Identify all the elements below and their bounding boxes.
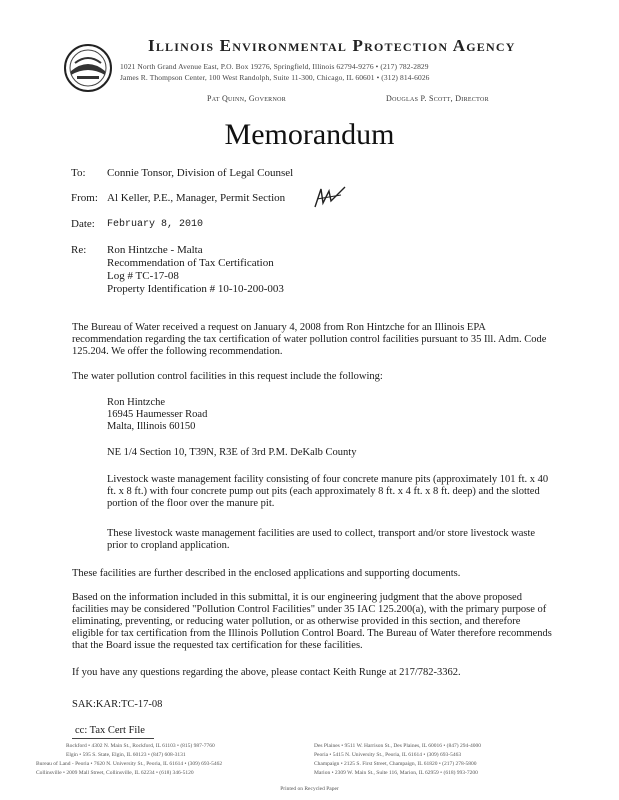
footer-office: Peoria • 5415 N. University St., Peoria, IL 61614 • (309) 693-5463 bbox=[314, 752, 462, 758]
director-name: Douglas P. Scott, Director bbox=[386, 94, 489, 103]
facility-purpose: These livestock waste management facilities are used to collect, transport and/or store livestock waste prior to cropland application. bbox=[107, 528, 536, 551]
recycled-paper-note: Printed on Recycled Paper bbox=[280, 786, 339, 792]
re-line: Property Identification # 10-10-200-003 bbox=[107, 283, 284, 295]
agency-address-chicago: James R. Thompson Center, 100 West Randolph, Suite 11-300, Chicago, IL 60601 • (312) 814-6026 bbox=[120, 73, 430, 82]
re-line: Recommendation of Tax Certification bbox=[107, 257, 274, 269]
re-label: Re: bbox=[71, 244, 87, 256]
from-label: From: bbox=[71, 192, 98, 204]
agency-seal-logo bbox=[63, 43, 113, 93]
memo-title: Memorandum bbox=[224, 118, 395, 151]
to-value: Connie Tonsor, Division of Legal Counsel bbox=[107, 167, 294, 179]
applicant-city: Malta, Illinois 60150 bbox=[107, 421, 196, 432]
to-label: To: bbox=[71, 167, 86, 179]
footer-office: Bureau of Land - Peoria • 7620 N. University St., Peoria, IL 61614 • (309) 693-5462 bbox=[36, 761, 223, 767]
footer-office: Collinsville • 2009 Mall Street, Collinsville, IL 62234 • (618) 346-5120 bbox=[36, 770, 194, 776]
contact-paragraph: If you have any questions regarding the above, please contact Keith Runge at 217/782-3362. bbox=[72, 667, 461, 678]
judgment-paragraph: Based on the information included in this submittal, it is our engineering judgment that the above proposed facilities may be considered "Pollution Control Facilities" under 35 IAC 125.200(a), with the primary purpose of eliminating, preventing, or reducing water pollution, or as otherwise provided in this section, and therefore eligible for tax certification from the Illinois Pollution Control Board. The Bureau of Water therefore recommends that the Board issue the requested tax certification for these facilities. bbox=[72, 592, 552, 651]
footer-office: Elgin • 595 S. State, Elgin, IL 60123 • (847) 608-3131 bbox=[66, 752, 186, 758]
applicant-street: 16945 Haumesser Road bbox=[107, 409, 208, 420]
footer-office: Rockford • 4302 N. Main St., Rockford, IL 61103 • (815) 987-7760 bbox=[66, 743, 215, 749]
re-line: Log # TC-17-08 bbox=[107, 270, 179, 282]
footer-office: Des Plaines • 9511 W. Harrison St., Des Plaines, IL 60016 • (847) 294-4000 bbox=[314, 743, 482, 749]
footer-office: Marion • 2309 W. Main St., Suite 116, Marion, IL 62959 • (618) 993-7200 bbox=[314, 770, 478, 776]
cc-divider bbox=[72, 738, 154, 739]
property-location: NE 1/4 Section 10, T39N, R3E of 3rd P.M. DeKalb County bbox=[107, 447, 357, 458]
intro-paragraph: The Bureau of Water received a request on January 4, 2008 from Ron Hintzche for an Illinois EPA recommendation regarding the tax certification of water pollution control facilities pursuant to 35 Ill. Adm. Code 125.204. We offer the following recommendation. bbox=[72, 322, 547, 357]
agency-name: Illinois Environmental Protection Agency bbox=[148, 36, 516, 55]
reference-initials: SAK:KAR:TC-17-08 bbox=[72, 699, 163, 710]
enclosures-paragraph: These facilities are further described in the enclosed applications and supporting documents. bbox=[72, 568, 461, 579]
re-line: Ron Hintzche - Malta bbox=[107, 244, 203, 256]
date-value: February 8, 2010 bbox=[107, 219, 204, 230]
date-label: Date: bbox=[71, 218, 95, 230]
cc-line: cc: Tax Cert File bbox=[75, 725, 145, 736]
from-value: Al Keller, P.E., Manager, Permit Section bbox=[107, 192, 286, 204]
footer-office: Champaign • 2125 S. First Street, Champaign, IL 61820 • (217) 278-5800 bbox=[314, 761, 477, 767]
agency-address-springfield: 1021 North Grand Avenue East, P.O. Box 19276, Springfield, Illinois 62794-9276 • (217) 782-2829 bbox=[120, 62, 429, 71]
initials-signature bbox=[311, 185, 349, 211]
facility-description: Livestock waste management facility consisting of four concrete manure pits (approximately 101 ft. x 40 ft. x 8 ft.) with four concrete pump out pits (each approximately 8 ft. x 4 ft. x 8 ft. deep) and the slotted portion of the floor over the manure pit. bbox=[107, 474, 549, 509]
facilities-intro-paragraph: The water pollution control facilities in this request include the following: bbox=[72, 371, 383, 382]
governor-name: Pat Quinn, Governor bbox=[207, 94, 287, 103]
applicant-name: Ron Hintzche bbox=[107, 397, 166, 408]
